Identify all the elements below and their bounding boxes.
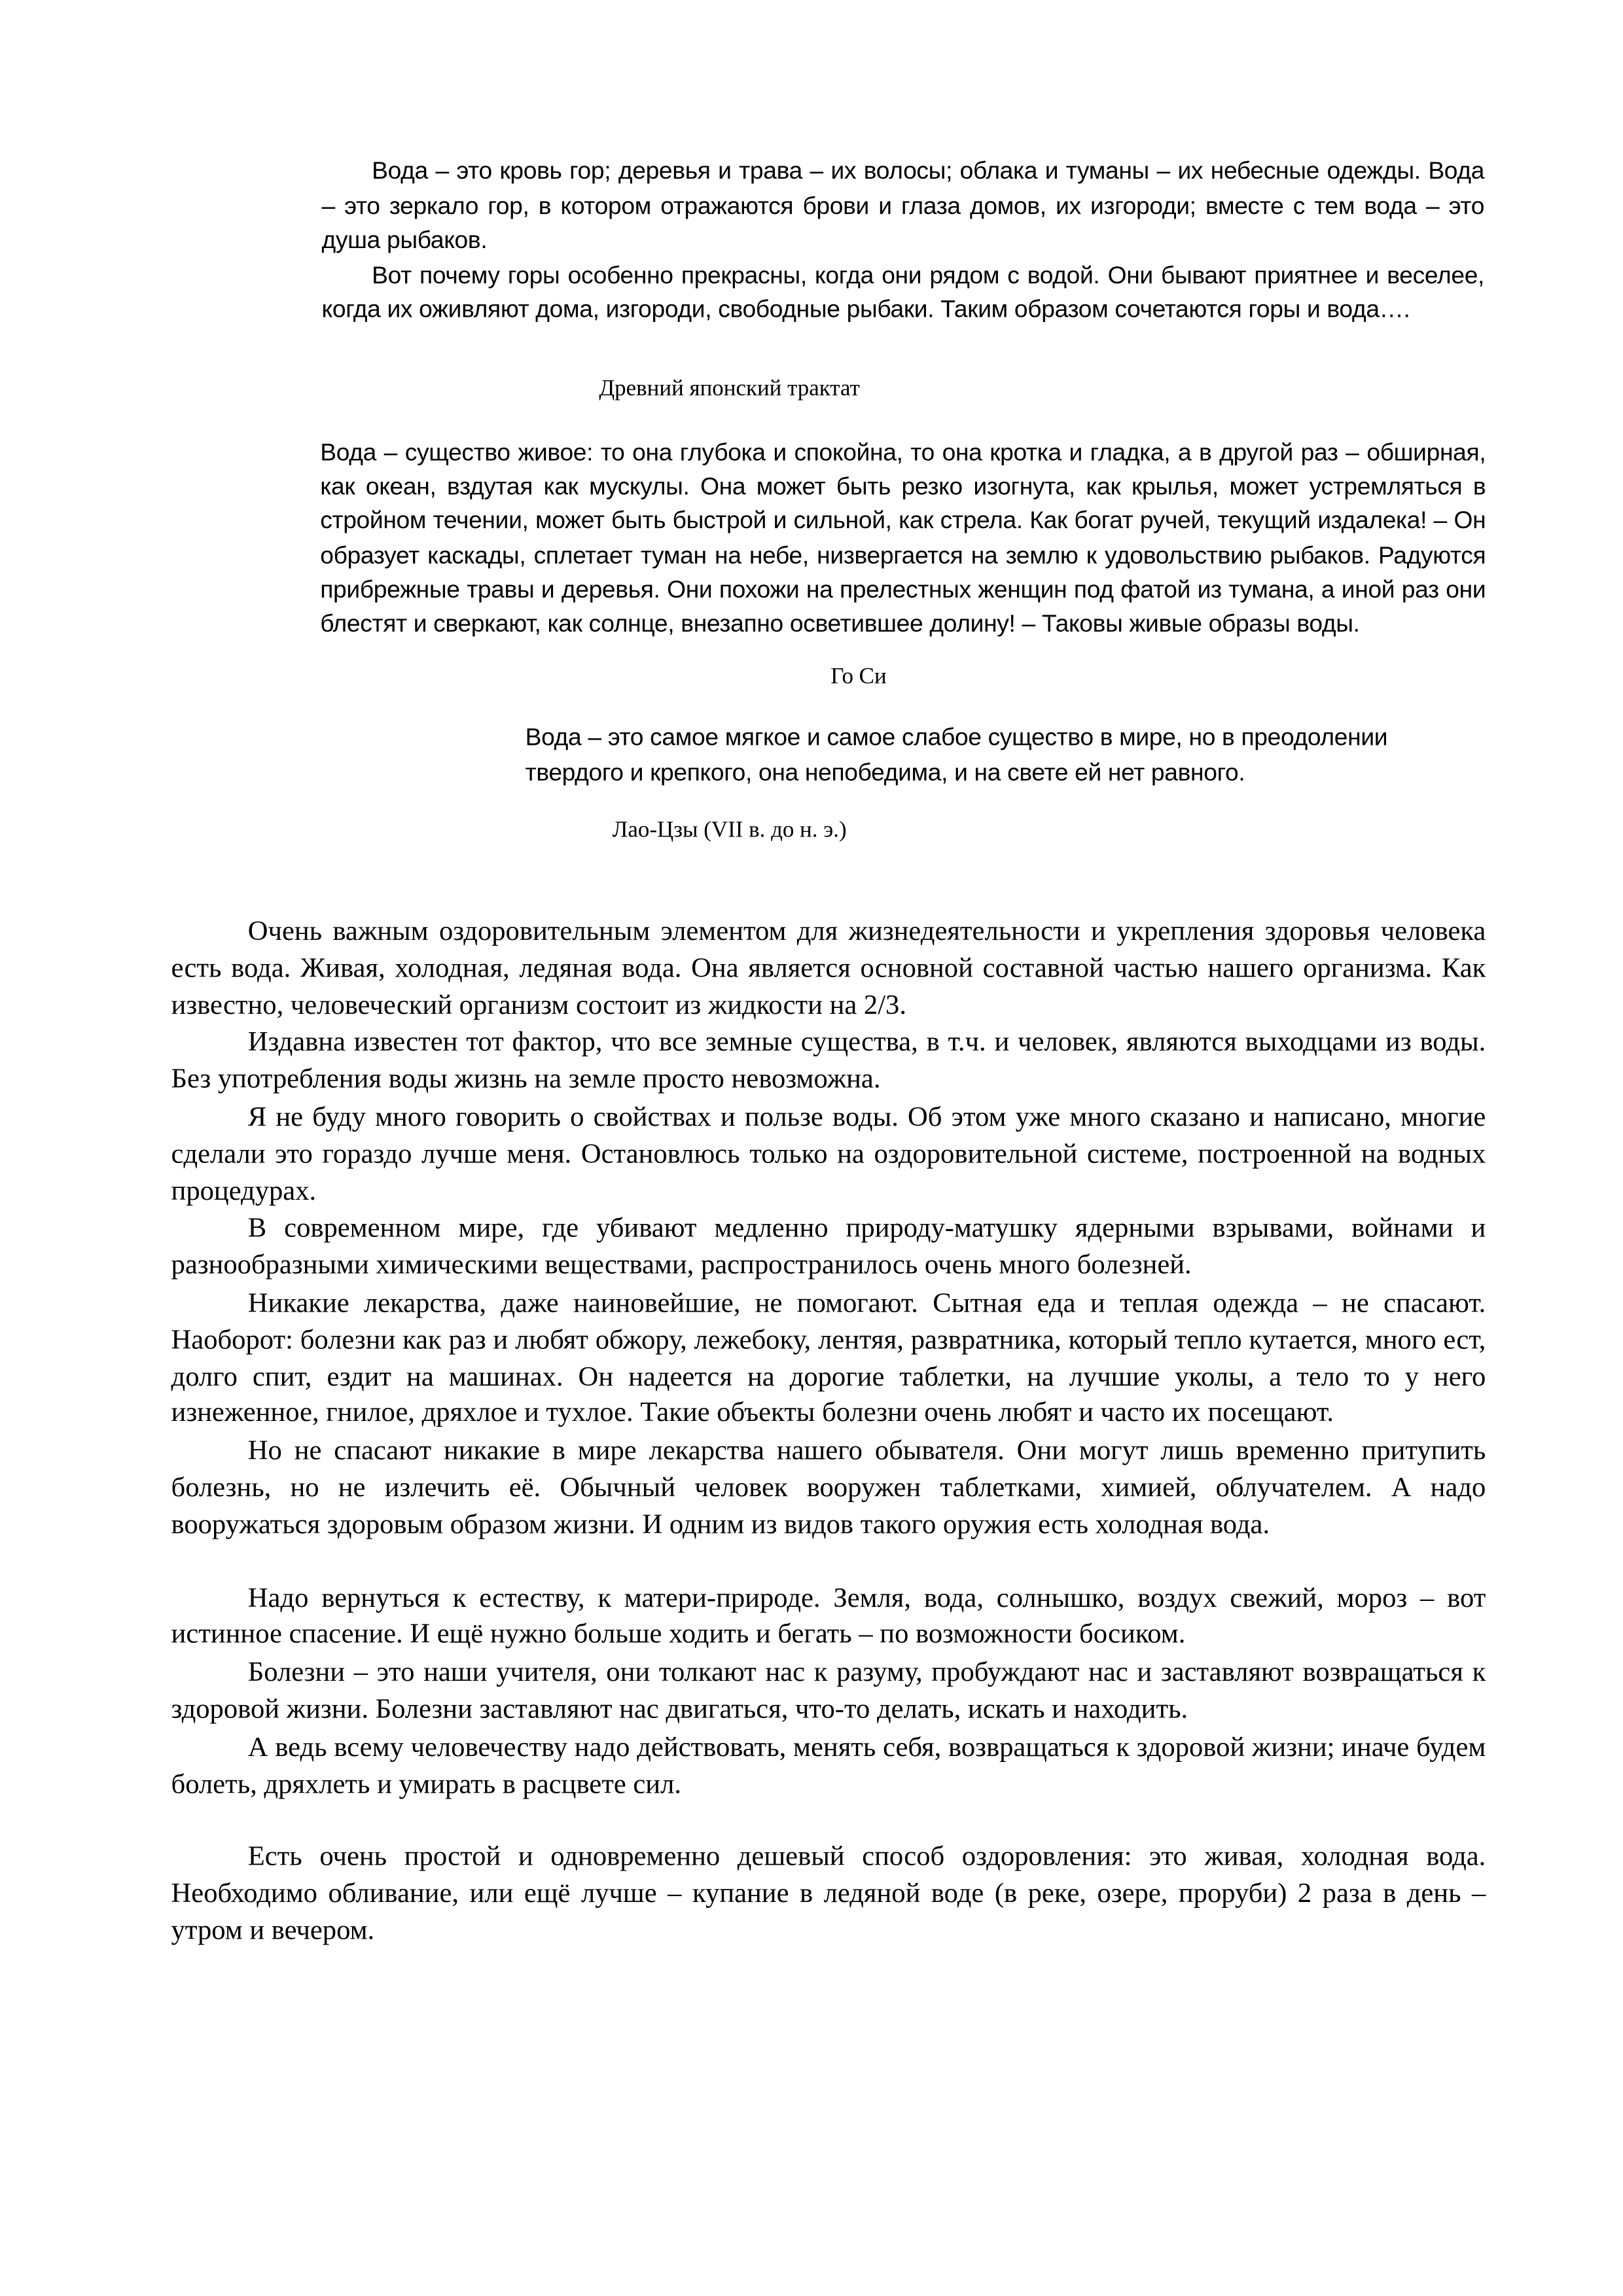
epigraph-2-source: Го Си xyxy=(830,664,887,689)
body-paragraph: Издавна известен тот фактор, что все земные существа, в т.ч. и человек, являются выходцами из воды. Без употребления воды жизнь на земле просто невозможна. xyxy=(171,1028,1486,1096)
epigraph-1-paragraph-1: Вода – это кровь гор; деревья и трава – их волосы; облака и туманы – их небесные одежды. Вода – это зеркало гор, в котором отражаются брови и глаза домов, их изгороди; вместе с тем вода – это душа рыбаков. xyxy=(321,158,1485,254)
epigraph-3-source: Лао-Цзы (VII в. до н. э.) xyxy=(612,817,847,843)
body-paragraph: Очень важным оздоровительным элементом для жизнедеятельности и укрепления здоровья человека есть вода. Живая, холодная, ледяная вода. Она является основной составной частью нашего организма. Как известно, человеческий организм состоит из жидкости на 2/3. xyxy=(171,916,1486,1021)
body-paragraph: Надо вернуться к естеству, к матери-природе. Земля, вода, солнышко, воздух свежий, мороз – вот истинное спасение. И ещё нужно больше ходить и бегать – по возможности босиком. xyxy=(171,1583,1486,1651)
epigraph-1 xyxy=(321,155,1484,329)
epigraph-2: Вода – существо живое: то она глубока и спокойна, то она кротка и гладка, а в другой раз – обширная, как океан, вздутая как мускулы. Она может быть резко изогнута, как крылья, может устремляться в стройном течении, может быть быстрой и сильной, как стрела. Как богат ручей, текущий издалека! – Он образует каскады, сплетает туман на небе, низвергается на землю к удовольствию рыбаков. Радуются прибрежные травы и деревья. Они похожи на прелестных женщин под фатой из тумана, а иной раз они блестят и сверкают, как солнце, внезапно осветившее долину! – Таковы живые образы воды. xyxy=(320,439,1486,637)
epigraph-1-paragraph-2: Вот почему горы особенно прекрасны, когда они рядом с водой. Они бывают приятнее и веселее, когда их оживляют дома, изгороди, свободные рыбаки. Таким образом сочетаются горы и вода…. xyxy=(321,262,1485,323)
epigraph-3: Вода – это самое мягкое и самое слабое существо в мире, но в преодолении твердого и крепкого, она непобедима, и на свете ей нет равного. xyxy=(525,724,1388,786)
body-paragraph: В современном мире, где убивают медленно природу-матушку ядерными взрывами, войнами и разнообразными химическими веществами, распространилось очень много болезней. xyxy=(171,1213,1486,1282)
epigraph-1-source: Древний японский трактат xyxy=(599,376,860,402)
body-paragraph: Никакие лекарства, даже наиновейшие, не помогают. Сытная еда и теплая одежда – не спасают. Наоборот: болезни как раз и любят обжору, лежебоку, лентяя, развратника, который тепло кутается, много ест, долго спит, ездит на машинах. Он надеется на дорогие таблетки, на лучшие уколы, а тело то у него изнеженное, гнилое, дряхлое и тухлое. Такие объекты болезни очень любят и часто их посещают. xyxy=(171,1288,1486,1429)
body-paragraph: А ведь всему человечеству надо действовать, менять себя, возвращаться к здоровой жизни; иначе будем болеть, дряхлеть и умирать в расцвете сил. xyxy=(171,1732,1486,1800)
body-paragraph: Болезни – это наши учителя, они толкают нас к разуму, пробуждают нас и заставляют возвращаться к здоровой жизни. Болезни заставляют нас двигаться, что-то делать, искать и находить. xyxy=(171,1657,1486,1725)
main-text xyxy=(171,915,1486,1950)
body-paragraph: Но не спасают никакие в мире лекарства нашего обывателя. Они могут лишь временно притупить болезнь, но не излечить её. Обычный человек вооружен таблетками, химией, облучателем. А надо вооружаться здоровым образом жизни. И одним из видов такого оружия есть холодная вода. xyxy=(171,1436,1486,1541)
body-paragraph: Я не буду много говорить о свойствах и пользе воды. Об этом уже много сказано и написано, многие сделали это гораздо лучше меня. Остановлюсь только на оздоровительной системе, построенной на водных процедурах. xyxy=(171,1102,1486,1207)
body-paragraph: Есть очень простой и одновременно дешевый способ оздоровления: это живая, холодная вода. Необходимо обливание, или ещё лучше – купание в ледяной воде (в реке, озере, проруби) 2 раза в день – утром и вечером. xyxy=(171,1842,1486,1946)
